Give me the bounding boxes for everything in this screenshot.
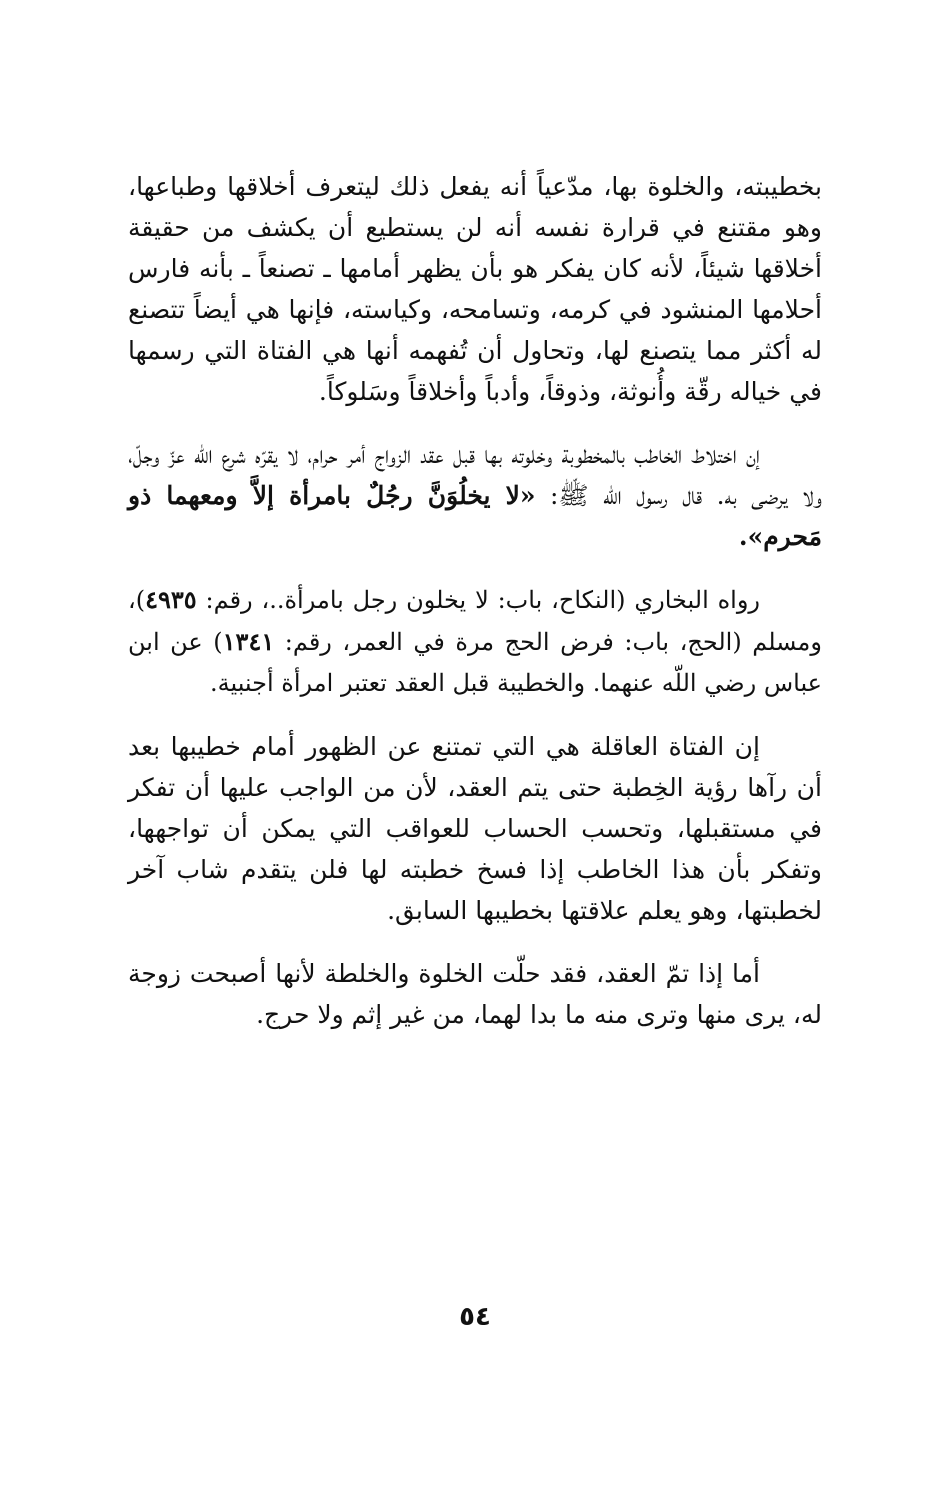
paragraph-5: أما إذا تمّ العقد، فقد حلّت الخلوة والخلطة لأنها أصبحت زوجة له، يرى منها وترى منه ما بدا لهما، من غير إثم ولا حرج. xyxy=(128,959,822,1029)
paragraph-1: بخطيبته، والخلوة بها، مدّعياً أنه يفعل ذلك ليتعرف أخلاقها وطباعها، وهو مقتنع في قرارة نفسه أنه لن يستطيع أن يكشف من حقيقة أخلاقها شيئاً، لأنه كان يفكر هو بأن يظهر أمامها ـ تصنعاً ـ بأنه فارس أحلامها المنشود في كرمه، وتسامحه، وكياسته، فإنها هي أيضاً تتصنع له أكثر مما يتصنع لها، وتحاول أن تُفهمه أنها هي الفتاة التي رسمها في خياله رقّة وأُنوثة، وذوقاً، وأدباً وأخلاقاً وسَلوكاً. xyxy=(128,172,822,406)
hadith-quote: «لا يخلُوَنَّ رجُلٌ بامرأة إلاَّ ومعهما ذو مَحرم». xyxy=(128,481,822,551)
reference-number-1: ٤٩٣٥ xyxy=(145,585,197,614)
paragraph-4: إن الفتاة العاقلة هي التي تمتنع عن الظهور أمام خطيبها بعد أن رآها رؤية الخِطبة حتى يتم العقد، لأن من الواجب عليها أن تفكر في مستقبلها، وتحسب الحساب للعواقب التي يمكن أن تواجهها، وتفكر بأن هذا الخاطب إذا فسخ خطبته لها فلن يتقدم شاب آخر لخطبتها، وهو يعلم علاقتها بخطيبها السابق. xyxy=(128,732,822,925)
paragraph-2 xyxy=(128,434,822,557)
reference-number-2: ١٣٤١ xyxy=(222,627,275,656)
paragraph-2-text: إن اختلاط الخاطب بالمخطوبة وخلوته بها قبل عقد الزواج أمر حرام، لا يقرّه شرع اللّه عزّ وجلّ، ولا يرضى به. قال رسول اللّه ﷺ: xyxy=(128,440,822,510)
reference-part-1: رواه البخاري (النكاح، باب: لا يخلون رجل بامرأة..، رقم: xyxy=(196,586,760,614)
hadith-reference xyxy=(128,579,822,704)
reference-part-2: )، ومسلم (الحج، باب: فرض الحج مرة في العمر، رقم: xyxy=(128,586,822,656)
reference-part-3: ) عن ابن عباس رضي اللّه عنهما. والخطيبة قبل العقد تعتبر امرأة أجنبية. xyxy=(128,628,822,697)
page-number: ٥٤ xyxy=(459,1302,491,1332)
page-body xyxy=(128,166,822,1057)
